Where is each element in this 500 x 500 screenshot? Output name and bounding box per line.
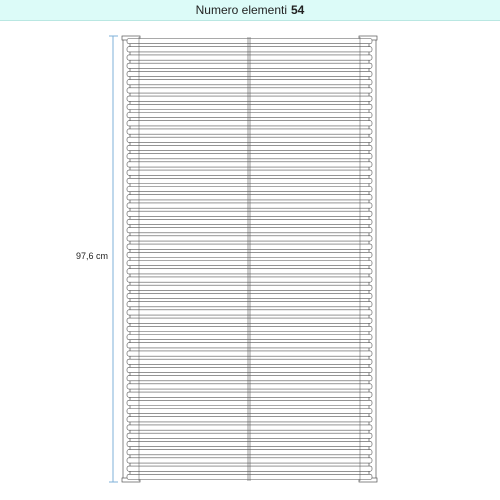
radiator-element — [127, 359, 372, 364]
radiator-element — [127, 228, 372, 233]
radiator-element — [127, 162, 372, 167]
radiator-element — [127, 47, 372, 52]
radiator-element — [127, 96, 372, 101]
right-collector — [369, 37, 376, 481]
radiator-element — [127, 392, 372, 397]
left-collector — [123, 37, 130, 481]
radiator-element — [127, 441, 372, 446]
radiator-element — [127, 145, 372, 150]
radiator-element — [127, 187, 372, 192]
radiator-element — [127, 244, 372, 249]
radiator-element — [127, 178, 372, 183]
radiator-element — [127, 433, 372, 438]
radiator-element — [127, 409, 372, 414]
radiator-element — [127, 252, 372, 257]
radiator-element — [127, 129, 372, 134]
radiator-element — [127, 277, 372, 282]
radiator-element — [127, 113, 372, 118]
radiator-element — [127, 80, 372, 85]
radiator-outline — [122, 36, 377, 482]
radiator-element — [127, 458, 372, 463]
radiator-element — [127, 154, 372, 159]
radiator-element — [127, 450, 372, 455]
radiator-element — [127, 39, 372, 44]
radiator-element — [127, 121, 372, 126]
element-count: 54 — [291, 3, 305, 17]
header-label: Numero elementi — [195, 3, 287, 17]
radiator-element — [127, 310, 372, 315]
radiator-element — [127, 367, 372, 372]
radiator-element — [127, 195, 372, 200]
radiator-element — [127, 474, 372, 479]
radiator-element — [127, 104, 372, 109]
radiator-element — [127, 400, 372, 405]
radiator-element — [127, 384, 372, 389]
radiator-element — [127, 285, 372, 290]
radiator-element — [127, 343, 372, 348]
radiator-element — [127, 326, 372, 331]
radiator-element — [127, 71, 372, 76]
radiator-element — [127, 417, 372, 422]
radiator-element — [127, 88, 372, 93]
radiator-element — [127, 261, 372, 266]
radiator-element — [127, 63, 372, 68]
radiator-element — [127, 55, 372, 60]
radiator-element — [127, 137, 372, 142]
radiator-element — [127, 335, 372, 340]
radiator-element — [127, 293, 372, 298]
radiator-element — [127, 203, 372, 208]
radiator-element — [127, 236, 372, 241]
radiator-element — [127, 425, 372, 430]
dimension-line — [109, 36, 118, 482]
radiator-element — [127, 170, 372, 175]
radiator-element — [127, 466, 372, 471]
radiator-element — [127, 351, 372, 356]
height-dimension-label: 97,6 cm — [76, 251, 109, 261]
radiator-element — [127, 219, 372, 224]
radiator-element — [127, 211, 372, 216]
radiator-element — [127, 318, 372, 323]
radiator-element — [127, 376, 372, 381]
radiator-element — [127, 302, 372, 307]
radiator-element — [127, 269, 372, 274]
